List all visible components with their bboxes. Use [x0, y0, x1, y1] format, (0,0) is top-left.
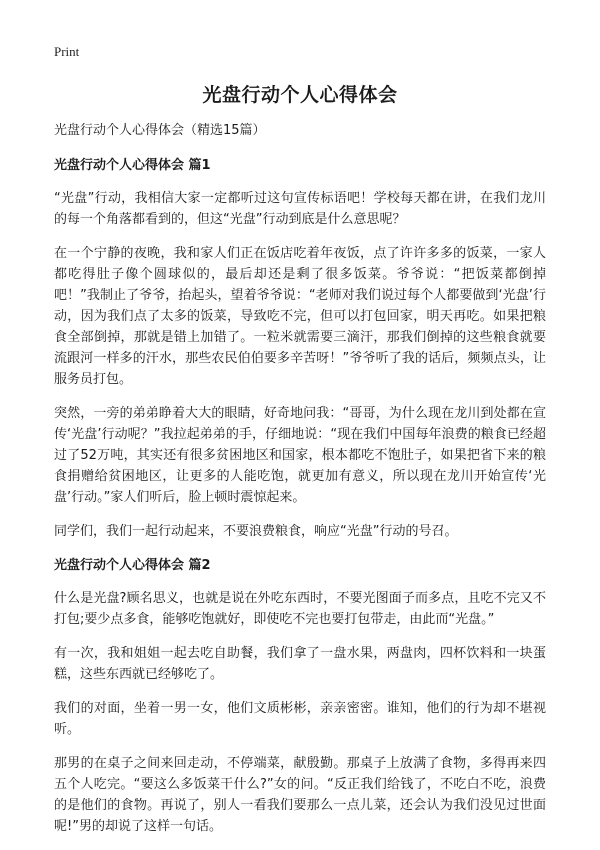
paragraph: 有一次，我和姐姐一起去吃自助餐，我们拿了一盘水果，两盘肉，四杯饮料和一块蛋糕，这些东西就已经够吃了。	[54, 646, 546, 682]
paragraph: 在一个宁静的夜晚，我和家人们正在饭店吃着年夜饭，点了许许多多的饭菜，一家人都吃得肚子像个圆球似的，最后却还是剩了很多饭菜。爷爷说：“把饭菜都倒掉吧！”我制止了爷爷，抬起头，望着爷爷说：“老师对我们说过每个人都要做到‘光盘’行动，因为我们点了太多的饭菜，导致吃不完，但可以打包回家，明天再吃。如果把粮食全部倒掉，那就是错上加错了。一粒米就需要三滴汗，那我们倒掉的这些粮食就要流跟河一样多的汗水，那些农民伯伯要多辛苦呀！”爷爷听了我的话后，频频点头，让服务员打包。	[54, 246, 546, 387]
paragraph: 突然，一旁的弟弟睁着大大的眼睛，好奇地问我：“哥哥，为什么现在龙川到处都在宣传‘光盘’行动呢？”我拉起弟弟的手，仔细地说：“现在我们中国每年浪费的粮食已经超过了52万吨，其实还有很多贫困地区和国家，根本都吃不饱肚子，如果把省下来的粮食捐赠给贫困地区，让更多的人能吃饱，就更加有意义，所以现在龙川开始宣传‘光盘’行动。”家人们听后，脸上顿时震惊起来。	[54, 406, 546, 505]
paragraph: 那男的在桌子之间来回走动，不停端菜，献殷勤。那桌子上放满了食物，多得再来四五个人吃完。“要这么多饭菜干什么?”女的问。“反正我们给钱了，不吃白不吃，浪费的是他们的食物。再说了，别人一看我们要那么一点儿菜，还会认为我们没见过世面呢!”男的却说了这样一句话。	[54, 756, 546, 834]
document-subtitle: 光盘行动个人心得体会（精选15篇）	[54, 123, 266, 138]
section-1	[54, 155, 546, 542]
paragraph: 我们的对面，坐着一男一女，他们文质彬彬，亲亲密密。谁知，他们的行为却不堪视听。	[54, 701, 546, 737]
paragraph: “光盘”行动，我相信大家一定都听过这句宣传标语吧！学校每天都在讲，在我们龙川的每一个角落都看到的，但这“光盘”行动到底是什么意思呢？	[54, 191, 546, 227]
section-heading: 光盘行动个人心得体会 篇1	[54, 158, 211, 173]
paragraph: 什么是光盘?顾名思义，也就是说在外吃东西时，不要光图面子而多点，且吃不完又不打包;要少点多食，能够吃饱就好，即使吃不完也要打包带走，由此而“光盘。”	[54, 591, 546, 627]
print-link[interactable]: Print	[54, 44, 80, 59]
document-title: 光盘行动个人心得体会	[202, 84, 398, 106]
section-2	[54, 555, 546, 837]
paragraph: 同学们，我们一起行动起来，不要浪费粮食，响应“光盘”行动的号召。	[54, 524, 458, 539]
section-heading: 光盘行动个人心得体会 篇2	[54, 558, 211, 573]
document-body	[54, 120, 546, 850]
